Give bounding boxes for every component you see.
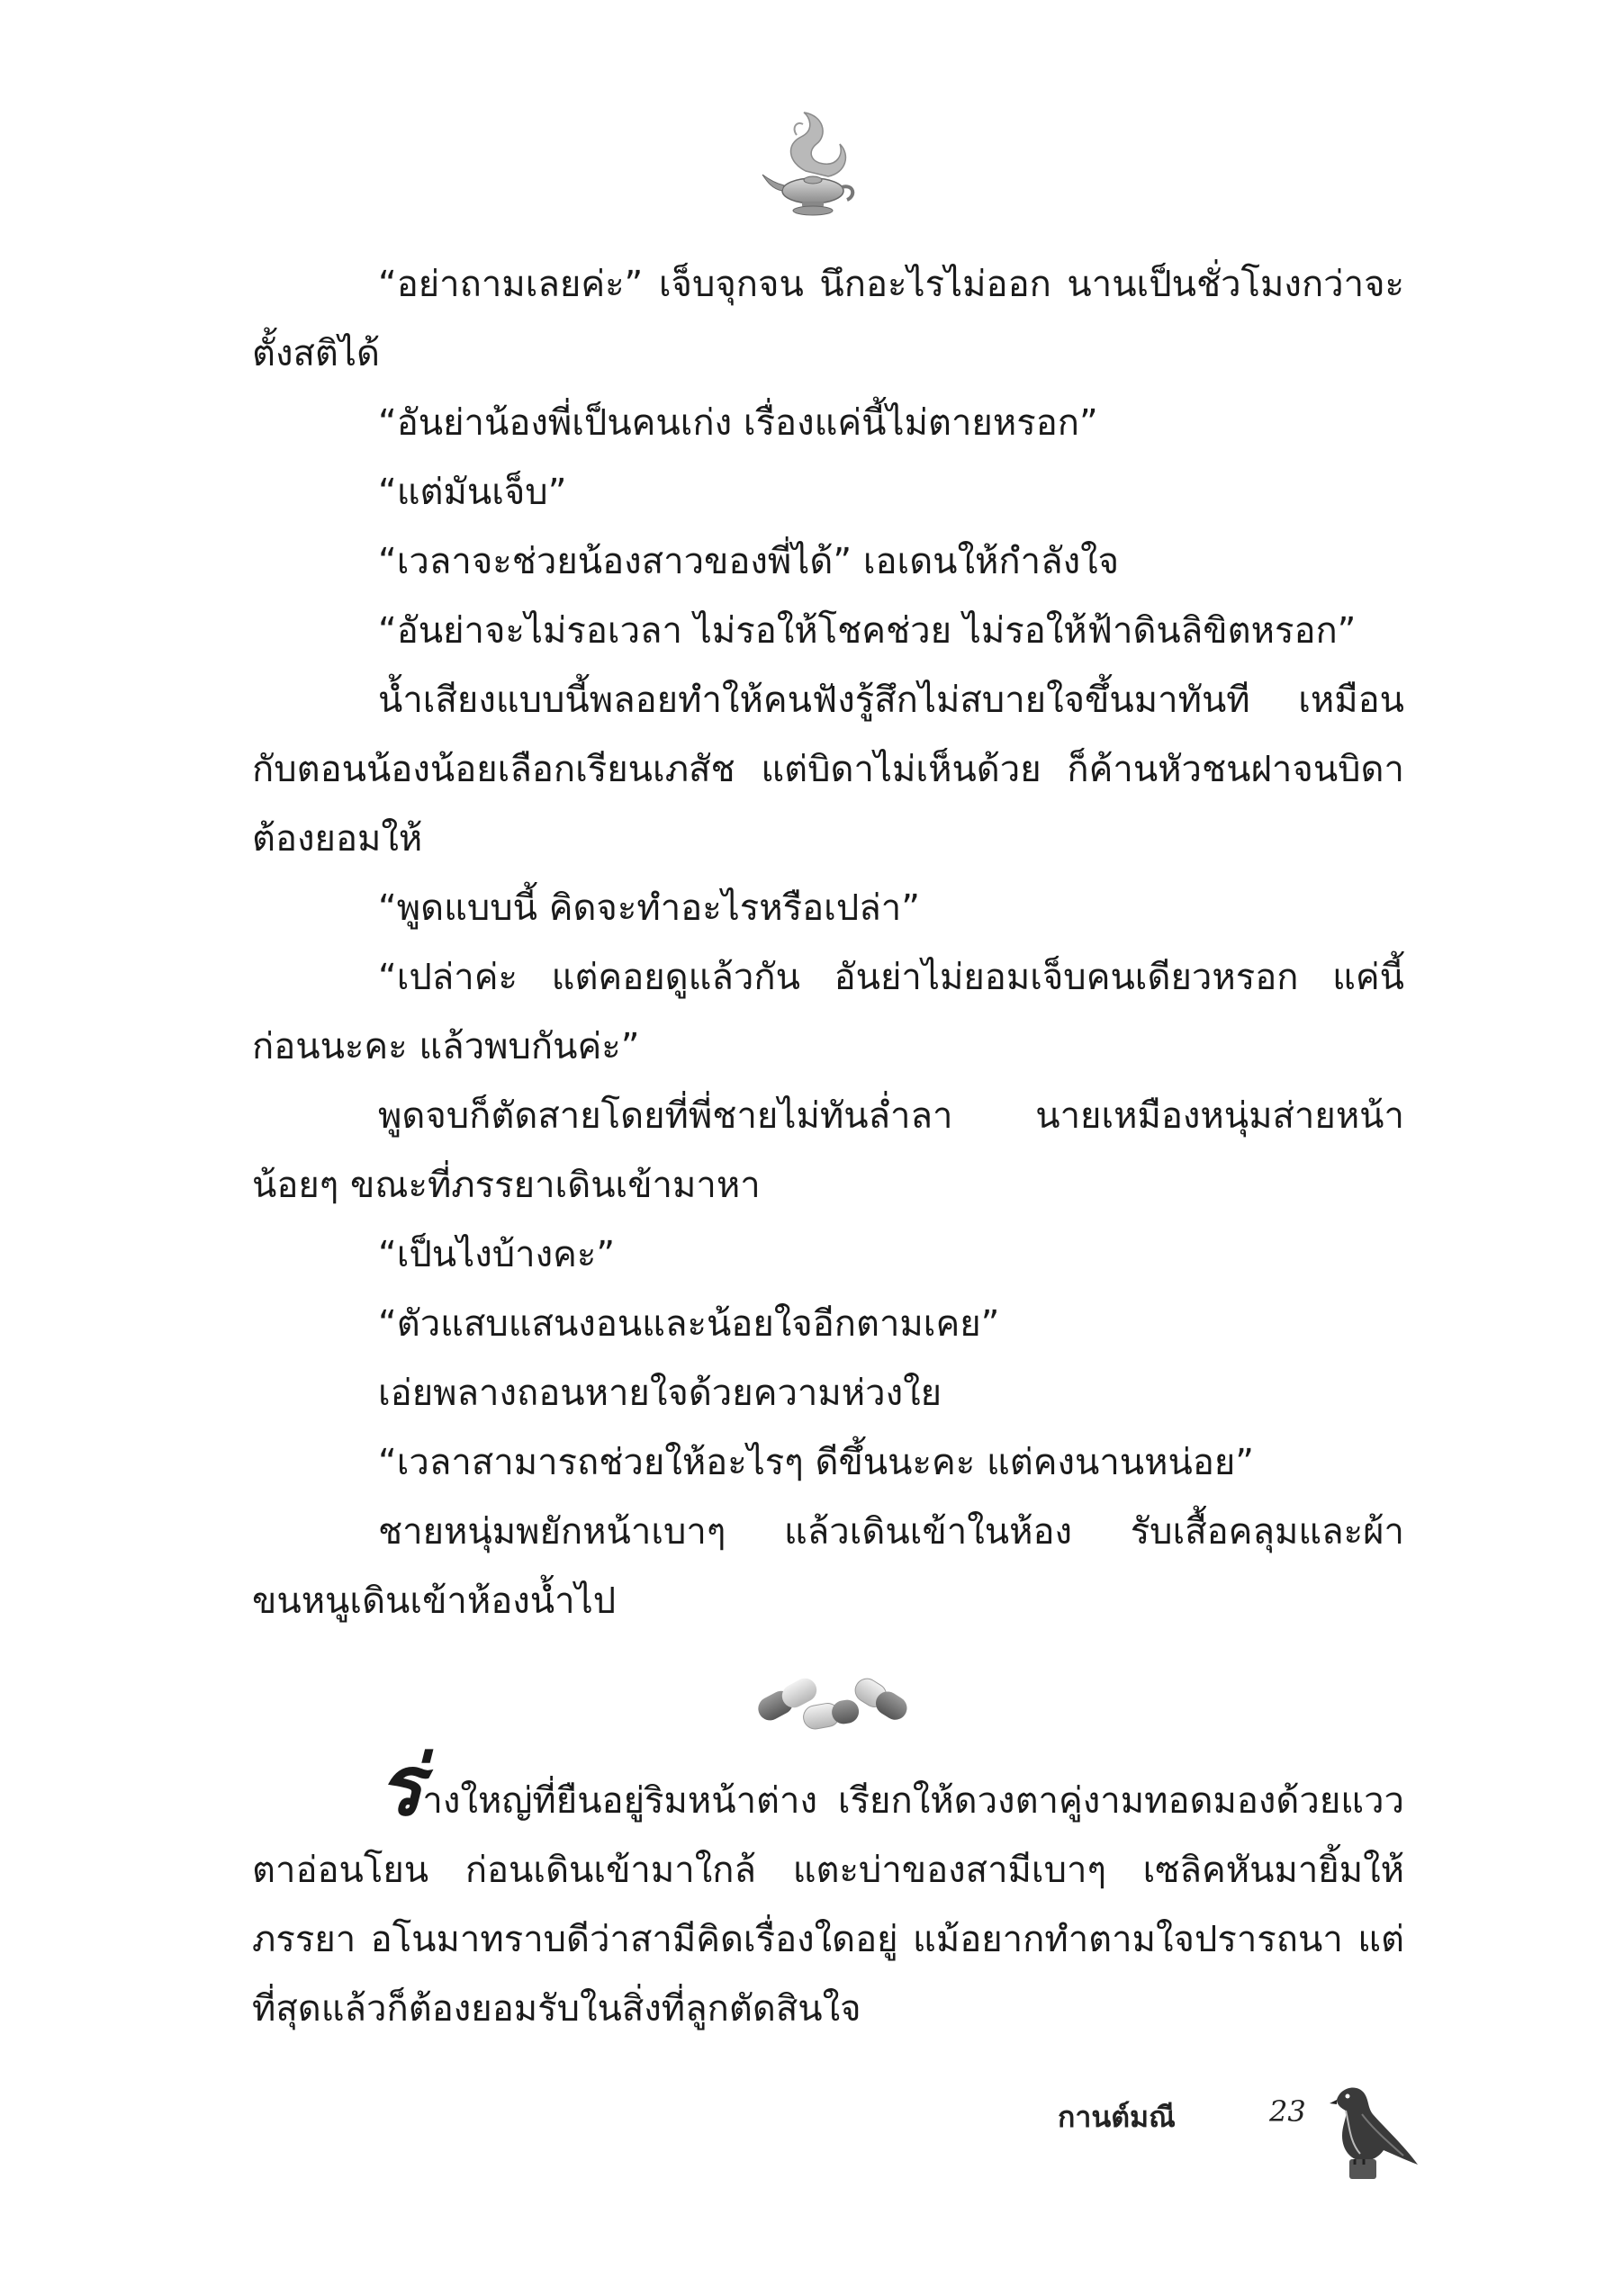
paragraph: “เวลาจะช่วยน้องสาวของพี่ได้” เอเดนให้กำลังใจ bbox=[378, 541, 1120, 582]
paragraph: ชายหนุ่มพยักหน้าเบาๆ แล้วเดินเข้าในห้อง รับเสื้อคลุมและผ้าขนหนูเดินเข้าห้องน้ำไป bbox=[252, 1511, 1404, 1622]
falcon-icon bbox=[1310, 2075, 1427, 2183]
paragraph: พูดจบก็ตัดสายโดยที่พี่ชายไม่ทันล่ำลา นายเหมืองหนุ่มส่ายหน้าน้อยๆ ขณะที่ภรรยาเดินเข้ามาหา bbox=[252, 1095, 1404, 1206]
page-footer bbox=[1058, 2075, 1436, 2147]
drop-cap: ร่ bbox=[378, 1738, 423, 1834]
paragraph-text: างใหญ่ที่ยืนอยู่ริมหน้าต่าง เรียกให้ดวงตาคู่งามทอดมองด้วยแววตาอ่อนโยน ก่อนเดินเข้ามาใกล้ แตะบ่าของสามีเบาๆ เซลิคหันมายิ้มให้ภรรยา อโนมาทราบดีว่าสามีคิดเรื่องใดอยู่ แม้อยากทำตามใจปรารถนา แต่ที่สุดแล้วก็ต้องยอมรับในสิ่งที่ลูกตัดสินใจ bbox=[252, 1780, 1404, 2030]
paragraph: “อันย่าจะไม่รอเวลา ไม่รอให้โชคช่วย ไม่รอให้ฟ้าดินลิขิตหรอก” bbox=[378, 610, 1357, 652]
paragraph: “พูดแบบนี้ คิดจะทำอะไรหรือเปล่า” bbox=[378, 887, 920, 929]
paragraph: น้ำเสียงแบบนี้พลอยทำให้คนฟังรู้สึกไม่สบายใจขึ้นมาทันที เหมือนกับตอนน้องน้อยเลือกเรียนเภสัช แต่บิดาไม่เห็นด้วย ก็ค้านหัวชนฝาจนบิดาต้องยอมให้ bbox=[252, 680, 1404, 860]
paragraph-with-dropcap bbox=[252, 1738, 1404, 2044]
paragraph: “เป็นไงบ้างคะ” bbox=[378, 1234, 616, 1275]
body-text-part2 bbox=[252, 1738, 1404, 2044]
paragraph: เอ่ยพลางถอนหายใจด้วยความห่วงใย bbox=[378, 1373, 942, 1414]
paragraph: “ตัวแสบแสนงอนและน้อยใจอีกตามเคย” bbox=[378, 1303, 1000, 1345]
author-name: กานต์มณี bbox=[1058, 2100, 1176, 2134]
magic-lamp-icon bbox=[761, 108, 860, 225]
paragraph: “อันย่าน้องพี่เป็นคนเก่ง เรื่องแค่นี้ไม่ตายหรอก” bbox=[378, 402, 1098, 444]
page-number: 23 bbox=[1269, 2094, 1306, 2129]
paragraph: “เวลาสามารถช่วยให้อะไรๆ ดีขึ้นนะคะ แต่คงนานหน่อย” bbox=[378, 1442, 1255, 1483]
capsules-icon bbox=[740, 1663, 920, 1737]
paragraph: “แต่มันเจ็บ” bbox=[378, 472, 567, 513]
paragraph: “เปล่าค่ะ แต่คอยดูแล้วกัน อันย่าไม่ยอมเจ็บคนเดียวหรอก แค่นี้ก่อนนะคะ แล้วพบกันค่ะ” bbox=[252, 957, 1404, 1067]
paragraph: “อย่าถามเลยค่ะ” เจ็บจุกจน นึกอะไรไม่ออก นานเป็นชั่วโมงกว่าจะตั้งสติได้ bbox=[252, 264, 1404, 374]
body-text-part1 bbox=[252, 250, 1404, 1636]
